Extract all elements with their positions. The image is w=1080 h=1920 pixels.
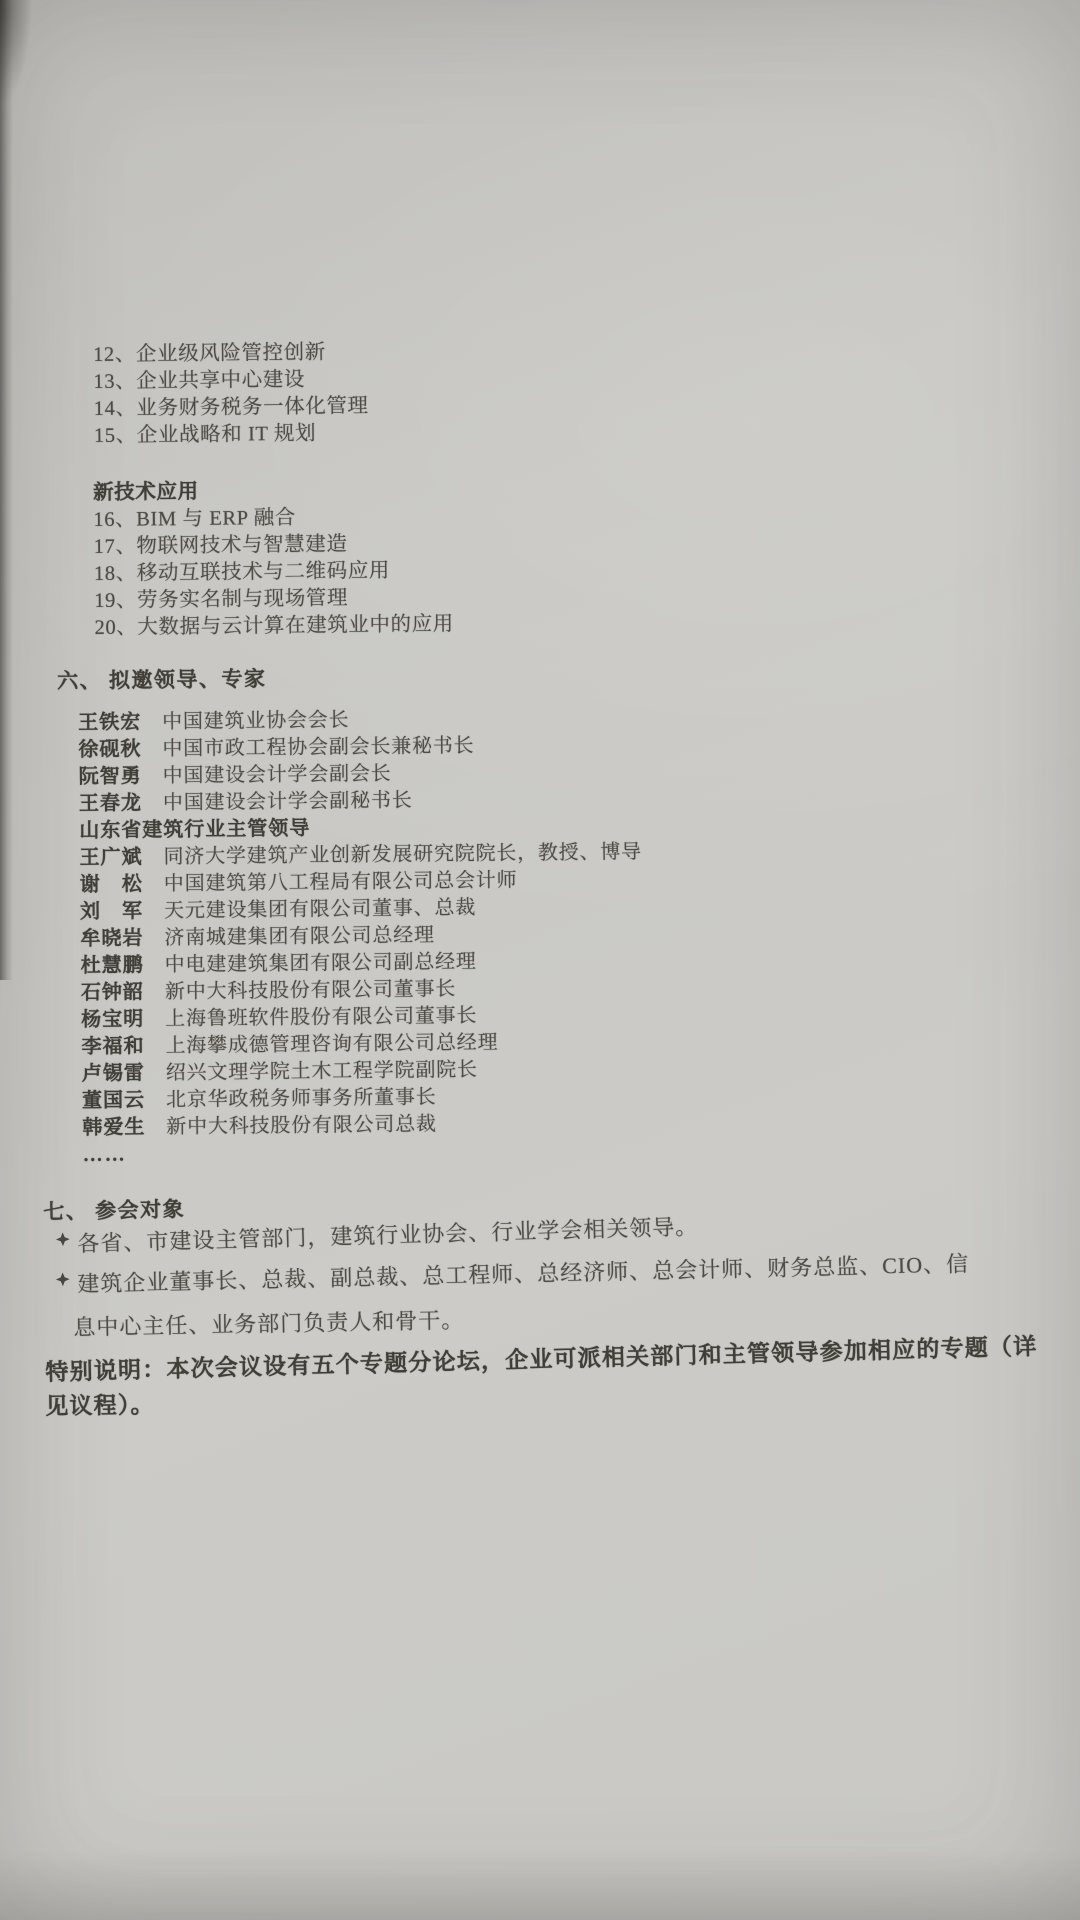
special-note-line2: 见议程）。 xyxy=(45,1392,155,1419)
person-title: 中电建建筑集团有限公司副总经理 xyxy=(164,950,477,977)
person-group-label: 山东省建筑行业主管领导 xyxy=(79,817,311,842)
person-name: 王春龙 xyxy=(78,792,143,815)
attendee-bullet-2-text-line2: 息中心主任、业务部门负责人和骨干。 xyxy=(73,1307,465,1340)
attendee-bullet-2-text-line1: 建筑企业董事长、总裁、副总裁、总工程师、总经济师、总会计师、财务总监、CIO、信 xyxy=(77,1251,970,1297)
invited-experts-list xyxy=(78,704,645,1169)
person-name: 杜慧鹏 xyxy=(80,954,144,977)
section-6-heading: 六、 拟邀领导、专家 xyxy=(57,666,267,693)
people-rows xyxy=(78,704,645,1142)
diamond-bullet-icon xyxy=(55,1232,70,1247)
topic-list-management xyxy=(93,339,369,450)
topic-line: 14、业务财务税务一体化管理 xyxy=(93,395,369,420)
person-title: 北京华政税务师事务所董事长 xyxy=(165,1086,437,1112)
topic-line: 19、劳务实名制与现场管理 xyxy=(94,587,349,612)
topic-list-newtech-block xyxy=(93,476,454,642)
person-name: 王广斌 xyxy=(79,846,143,869)
person-name: 李福和 xyxy=(81,1035,145,1058)
person-title: 中国建设会计学会副会长 xyxy=(162,762,392,788)
topic-line: 16、BIM 与 ERP 融合 xyxy=(93,506,296,531)
person-name: 阮智勇 xyxy=(78,765,142,788)
person-title: 同济大学建筑产业创新发展研究院院长，教授、博导 xyxy=(163,841,643,869)
person-name: 谢 松 xyxy=(79,873,143,896)
newtech-section-header: 新技术应用 xyxy=(93,480,199,504)
person-title: 绍兴文理学院土木工程学院副院长 xyxy=(165,1058,478,1085)
topic-list-newtech xyxy=(93,503,454,642)
person-title: 济南城建集团有限公司总经理 xyxy=(164,924,435,950)
person-title: 中国建筑业协会会长 xyxy=(162,709,350,734)
person-name: 董国云 xyxy=(81,1089,146,1112)
person-title: 新中大科技股份有限公司总裁 xyxy=(166,1113,437,1139)
person-title: 中国市政工程协会副会长兼秘书长 xyxy=(162,734,475,761)
special-note-line1: 特别说明：本次会议设有五个专题分论坛，企业可派相关部门和主管领导参加相应的专题（详 xyxy=(45,1334,1038,1385)
paper-bottom-edge-shadow xyxy=(0,1850,1080,1920)
topic-line: 17、物联网技术与智慧建造 xyxy=(93,533,348,558)
topic-line: 18、移动互联技术与二维码应用 xyxy=(93,559,391,585)
person-title: 上海攀成德管理咨询有限公司总经理 xyxy=(165,1031,499,1058)
person-name: 卢锡雷 xyxy=(81,1062,145,1085)
person-name: 杨宝明 xyxy=(81,1008,145,1031)
attendee-bullet-1-text: 各省、市建设主管部门，建筑行业协会、行业学会相关领导。 xyxy=(77,1214,699,1257)
experts-ellipsis: …… xyxy=(82,1143,127,1166)
topic-line: 12、企业级风险管控创新 xyxy=(93,341,326,366)
diamond-bullet-icon xyxy=(55,1272,70,1287)
person-name: 刘 军 xyxy=(80,900,144,923)
person-title: 上海鲁班软件股份有限公司董事长 xyxy=(165,1004,478,1031)
person-title: 中国建设会计学会副秘书长 xyxy=(162,789,413,815)
person-name: 王铁宏 xyxy=(78,711,142,734)
paper-top-left-corner-shadow xyxy=(0,0,46,150)
person-title: 天元建设集团有限公司董事、总裁 xyxy=(163,896,477,923)
topic-line: 15、企业战略和 IT 规划 xyxy=(93,422,317,447)
person-name: 牟晓岩 xyxy=(80,927,144,950)
person-name: 徐砚秋 xyxy=(78,738,142,761)
topic-line: 13、企业共享中心建设 xyxy=(93,368,306,393)
section-7-heading: 七、 参会对象 xyxy=(43,1197,186,1224)
person-title: 中国建筑第八工程局有限公司总会计师 xyxy=(163,869,518,896)
person-name: 韩爱生 xyxy=(82,1116,146,1139)
person-title: 新中大科技股份有限公司董事长 xyxy=(164,978,457,1004)
topic-line: 20、大数据与云计算在建筑业中的应用 xyxy=(94,613,454,639)
person-name: 石钟韶 xyxy=(80,981,145,1004)
